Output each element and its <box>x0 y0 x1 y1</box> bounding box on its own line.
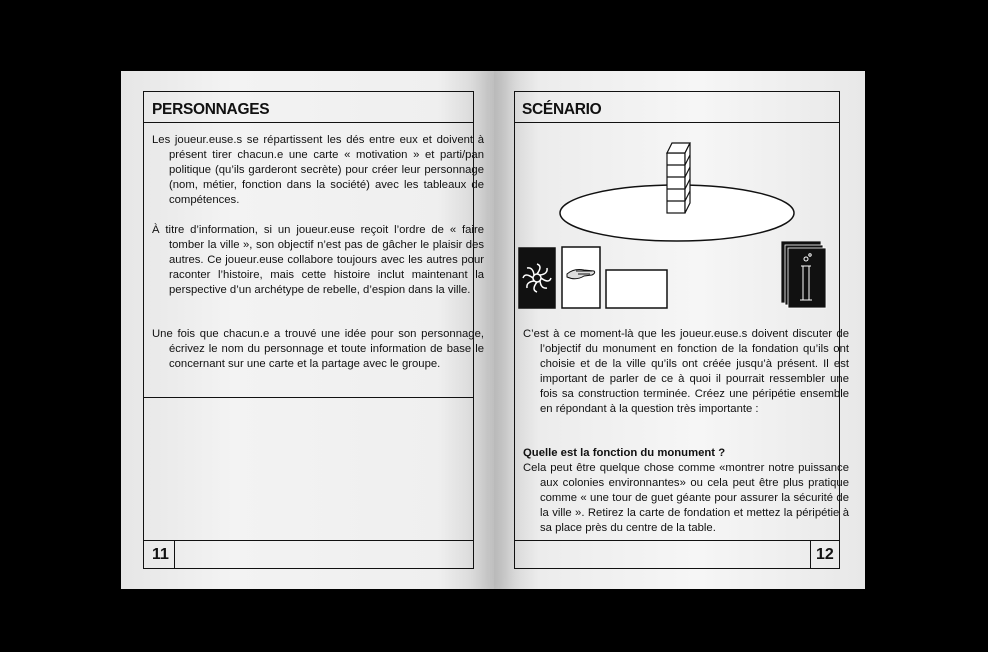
page-left <box>121 71 494 589</box>
title-divider <box>514 122 840 123</box>
page-number: 12 <box>816 546 834 563</box>
blank-card <box>606 270 667 308</box>
page-number: 11 <box>152 546 169 563</box>
footer-divider <box>143 540 474 541</box>
title-divider <box>143 122 474 123</box>
key-question: Quelle est la fonction du monument ? <box>523 447 726 459</box>
page-right <box>494 71 865 589</box>
open-booklet <box>121 71 865 589</box>
page-number-box <box>174 540 175 569</box>
monument-illustration <box>514 131 840 311</box>
paragraph-3: Une fois que chacun.e a trouvé une idée pour son personnage, écrivez le nom du personnage et toute information de base le concernant sur une carte et la partage avec le groupe. <box>152 328 484 371</box>
tower-icon <box>667 143 690 213</box>
paragraph-2: À titre d’information, si un joueur.euse reçoit l’ordre de « faire tomber la ville », son objectif n’est pas de gâcher le plaisir des autres. Ce joueur.euse collabore toujours avec les autres pour raconter l’histoire, mais cette histoire inclut maintenant la perspective d’un archétype de rebelle, d’espion dans la ville. <box>152 224 484 297</box>
notes-divider <box>143 397 474 398</box>
paragraph-1: Les joueur.euse.s se répartissent les dés entre eux et doivent à présent tirer chacun.e une carte « motivation » et parti/pan politique (qu’ils garderont secrète) pour créer leur personnage (nom, métier, fonction dans la société) avec les tableaux de compétences. <box>152 134 484 207</box>
tower-card-stack <box>782 242 826 308</box>
page-number-box <box>810 540 811 569</box>
page-title: PERSONNAGES <box>152 101 270 118</box>
footer-divider <box>514 540 840 541</box>
paragraph-1: C’est à ce moment-là que les joueur.euse.s doivent discuter de l’objectif du monument en fonction de la fondation qu’ils ont choisie et de la ville qu’ils ont créée jusqu’à présent. Il est important de parler de ce à quoi il pourrait ressembler une fois sa construction terminée. Créez une péripétie ensemble en répondant à la question très importante : <box>523 328 849 416</box>
page-title: SCÉNARIO <box>522 101 602 118</box>
question-answer: Cela peut être quelque chose comme «montrer notre puissance aux colonies environnantes» ou cela peut être plus pratique comme « une tour de guet géante pour assurer la sécurité de la ville ». Retirez la carte de fondation et mettez la péripétie à sa place près du centre de la table. <box>523 462 849 535</box>
